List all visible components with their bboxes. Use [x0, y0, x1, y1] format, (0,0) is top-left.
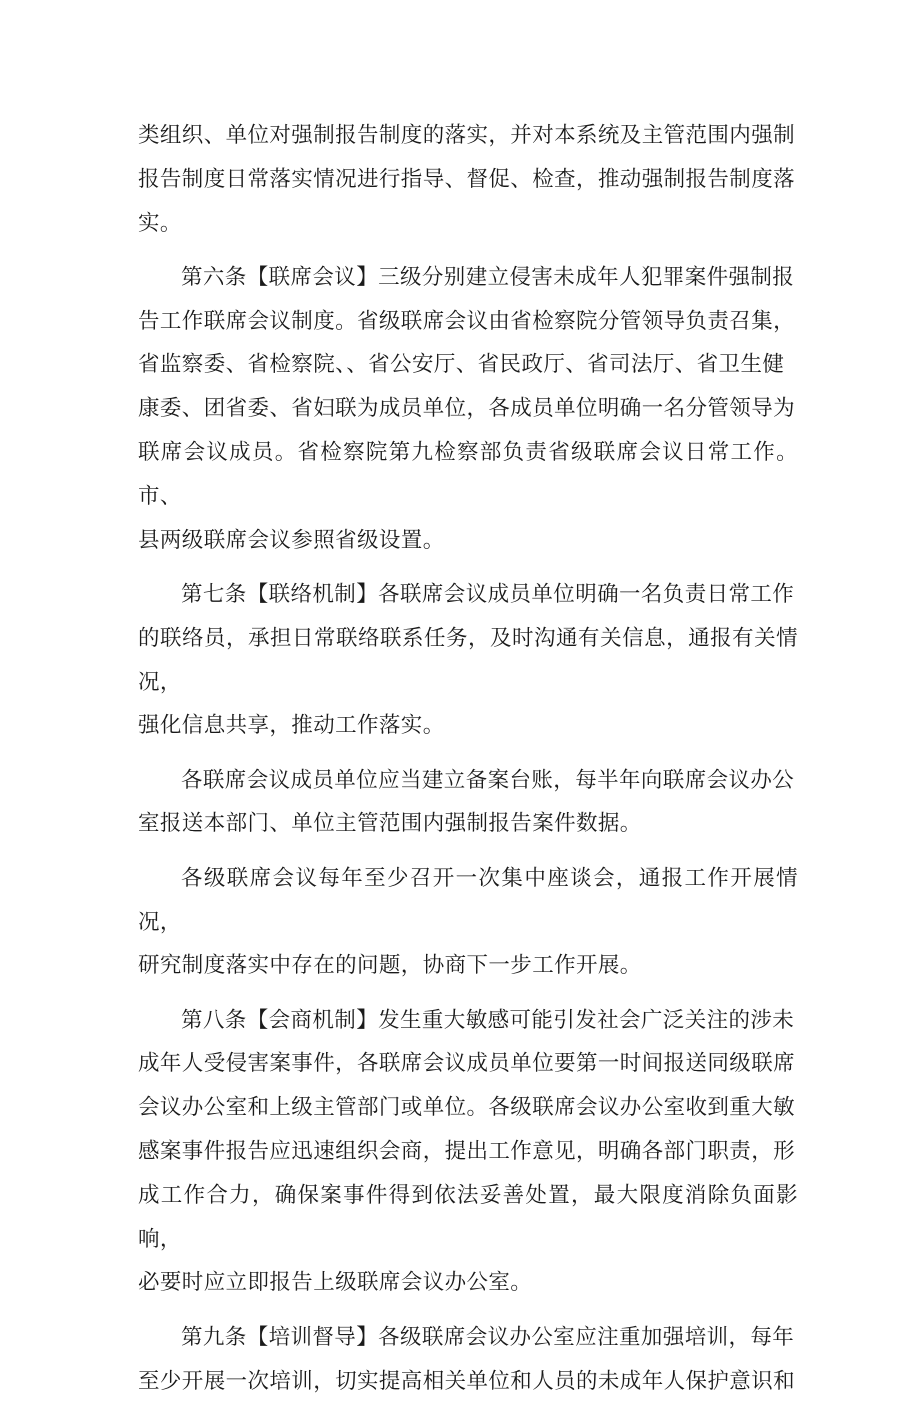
paragraph-continuation: 类组织、单位对强制报告制度的落实，并对本系统及主管范围内强制 报告制度日常落实情况进行指导、督促、检查，推动强制报告制度落 实。: [138, 123, 796, 236]
paragraph-annual-meeting: 各级联席会议每年至少召开一次集中座谈会，通报工作开展情况， 研究制度落实中存在的问题，协商下一步工作开展。: [138, 865, 798, 979]
paragraph-filing-ledger: 各联席会议成员单位应当建立备案台账，每半年向联席会议办公 室报送本部门、单位主管范围内强制报告案件数据。: [138, 767, 795, 837]
paragraph-article-9: 第九条【培训督导】各级联席会议办公室应注重加强培训，每年 至少开展一次培训，切实提高相关单位和人员的未成年人保护意识和: [138, 1324, 796, 1394]
paragraph-article-7: 第七条【联络机制】各联席会议成员单位明确一名负责日常工作 的联络员，承担日常联络联系任务，及时沟通有关信息，通报有关情况， 强化信息共享，推动工作落实。: [138, 581, 798, 739]
document-body: [138, 114, 798, 1414]
paragraph-article-6: 第六条【联席会议】三级分别建立侵害未成年人犯罪案件强制报 告工作联席会议制度。省级联席会议由省检察院分管领导负责召集， 省监察委、省检察院、、省公安厅、省民政厅、省司法厅、省卫生健 康委、团省委、省妇联为成员单位，各成员单位明确一名分管领导为 联席会议成员。省检察院第九检察部负责省级联席会议日常工作。市、 县两级联席会议参照省级设置。: [138, 264, 798, 553]
paragraph-article-8: 第八条【会商机制】发生重大敏感可能引发社会广泛关注的涉未 成年人受侵害案事件，各联席会议成员单位要第一时间报送同级联席 会议办公室和上级主管部门或单位。各级联席会议办公室收到重大敏 感案事件报告应迅速组织会商，提出工作意见，明确各部门职责，形 成工作合力，确保案事件得到依法妥善处置，最大限度消除负面影响， 必要时应立即报告上级联席会议办公室。: [138, 1007, 798, 1296]
